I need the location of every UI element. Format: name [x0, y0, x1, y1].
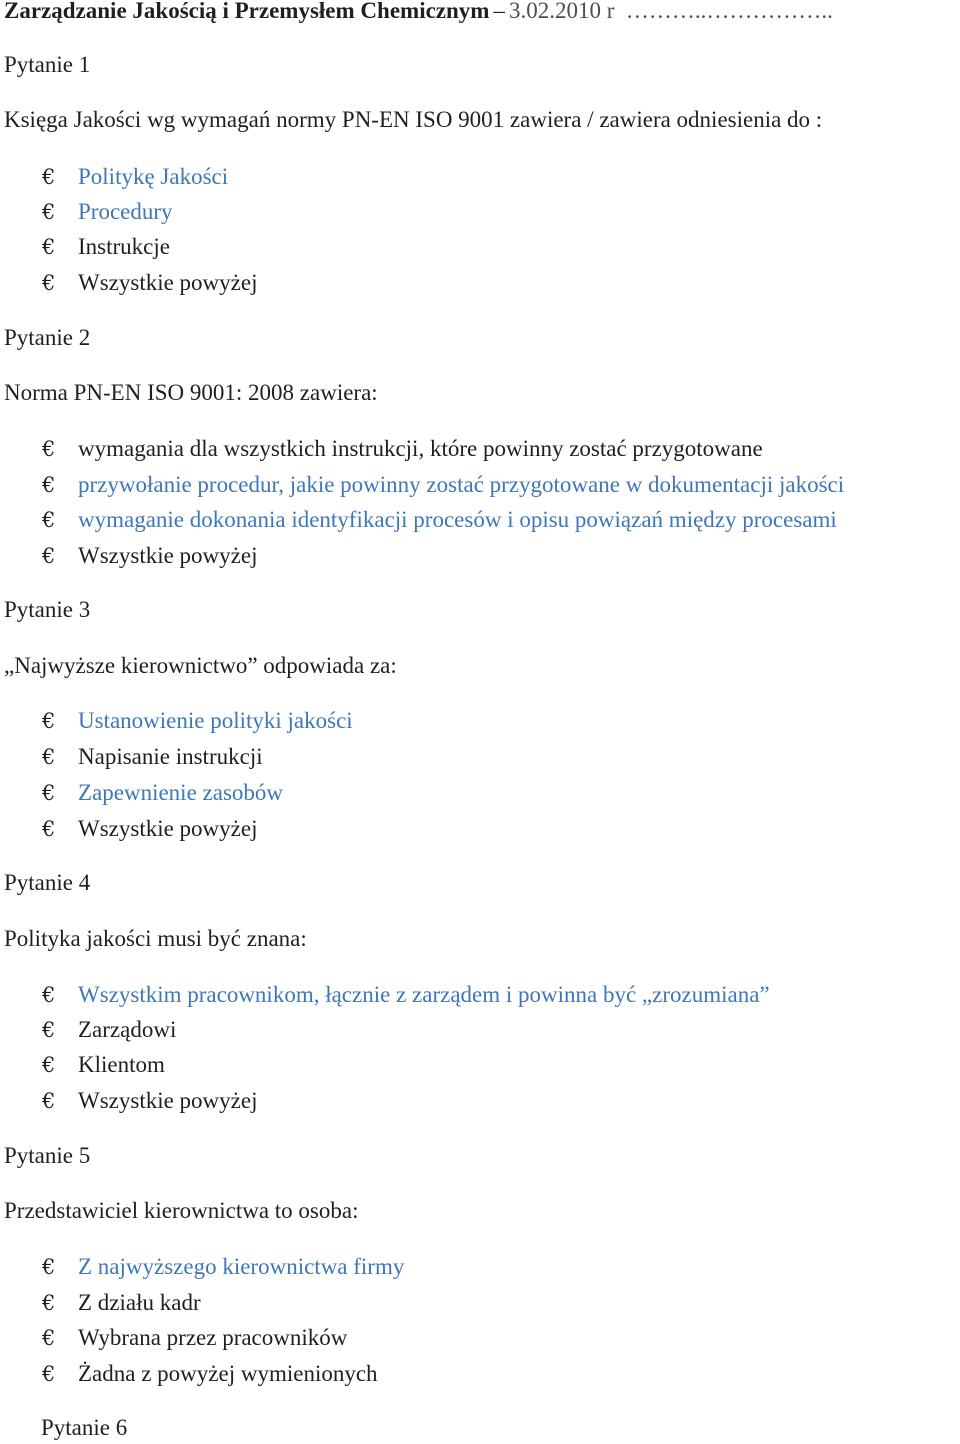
question-2-text: Norma PN-EN ISO 9001: 2008 zawiera: — [4, 380, 378, 405]
question-2-option-1[interactable] — [42, 434, 763, 464]
option-text: Procedury — [78, 199, 173, 224]
option-text: Wszystkie powyżej — [78, 543, 258, 568]
question-3-option-1[interactable] — [42, 706, 353, 736]
question-2-option-2[interactable] — [42, 470, 844, 500]
header-dash: – — [493, 0, 505, 23]
question-5-option-3[interactable] — [42, 1323, 347, 1353]
option-text: Wybrana przez pracowników — [78, 1325, 348, 1350]
question-6-label: Pytanie 6 — [41, 1415, 128, 1440]
question-1-option-3[interactable] — [42, 232, 170, 262]
euro-bullet-icon: € — [42, 781, 56, 805]
option-text: Żadna z powyżej wymienionych — [78, 1361, 378, 1386]
question-3-option-2[interactable] — [42, 742, 263, 772]
question-3-label: Pytanie 3 — [4, 597, 91, 622]
euro-bullet-icon: € — [42, 200, 56, 224]
question-1-option-1[interactable] — [42, 162, 228, 192]
question-4-option-1[interactable] — [42, 980, 770, 1010]
euro-bullet-icon: € — [42, 1362, 56, 1386]
option-text: Klientom — [78, 1052, 165, 1077]
euro-bullet-icon: € — [42, 271, 56, 295]
option-text: Instrukcje — [78, 234, 170, 259]
option-text: Politykę Jakości — [78, 164, 229, 189]
option-text: Ustanowienie polityki jakości — [78, 708, 353, 733]
question-3-option-3[interactable] — [42, 778, 283, 808]
option-text: Zarządowi — [78, 1017, 177, 1042]
euro-bullet-icon: € — [42, 1089, 56, 1113]
option-text: Zapewnienie zasobów — [78, 780, 284, 805]
document-date: 3.02.2010 r — [508, 0, 615, 23]
question-3-text: „Najwyższe kierownictwo” odpowiada za: — [4, 653, 397, 678]
question-5-option-4[interactable] — [42, 1359, 378, 1389]
option-text: Z najwyższego kierownictwa firmy — [78, 1254, 405, 1279]
question-1-text: Księga Jakości wg wymagań normy PN-EN ISO 9001 zawiera / zawiera odniesienia do : — [4, 107, 823, 132]
question-2-option-4[interactable] — [42, 541, 257, 571]
question-4-text: Polityka jakości musi być znana: — [4, 926, 307, 951]
option-text: wymagania dla wszystkich instrukcji, które powinny zostać przygotowane — [78, 436, 763, 461]
euro-bullet-icon: € — [42, 1018, 56, 1042]
euro-bullet-icon: € — [42, 473, 56, 497]
question-4-option-2[interactable] — [42, 1015, 176, 1045]
question-1-option-4[interactable] — [42, 268, 257, 298]
option-text: przywołanie procedur, jakie powinny zostać przygotowane w dokumentacji jakości — [78, 472, 845, 497]
euro-bullet-icon: € — [42, 1053, 56, 1077]
euro-bullet-icon: € — [42, 165, 56, 189]
euro-bullet-icon: € — [42, 437, 56, 461]
option-text: Wszystkie powyżej — [78, 1088, 258, 1113]
question-4-option-3[interactable] — [42, 1050, 165, 1080]
euro-bullet-icon: € — [42, 983, 56, 1007]
document-header — [4, 0, 833, 26]
euro-bullet-icon: € — [42, 1291, 56, 1315]
option-text: Wszystkim pracownikom, łącznie z zarządem i powinna być „zrozumiana” — [78, 982, 770, 1007]
euro-bullet-icon: € — [42, 745, 56, 769]
question-5-option-1[interactable] — [42, 1252, 404, 1282]
question-3-option-4[interactable] — [42, 814, 257, 844]
question-1-label: Pytanie 1 — [4, 52, 91, 77]
question-2-label: Pytanie 2 — [4, 325, 91, 350]
document-title: Zarządzanie Jakością i Przemysłem Chemicznym — [4, 0, 490, 23]
euro-bullet-icon: € — [42, 1255, 56, 1279]
option-text: Z działu kadr — [78, 1290, 201, 1315]
question-5-label: Pytanie 5 — [4, 1143, 91, 1168]
question-5-text: Przedstawiciel kierownictwa to osoba: — [4, 1198, 359, 1223]
euro-bullet-icon: € — [42, 544, 56, 568]
euro-bullet-icon: € — [42, 508, 56, 532]
question-4-option-4[interactable] — [42, 1086, 257, 1116]
euro-bullet-icon: € — [42, 1326, 56, 1350]
euro-bullet-icon: € — [42, 817, 56, 841]
option-text: Wszystkie powyżej — [78, 270, 258, 295]
option-text: Wszystkie powyżej — [78, 816, 258, 841]
option-text: wymaganie dokonania identyfikacji procesów i opisu powiązań między procesami — [78, 507, 837, 532]
option-text: Napisanie instrukcji — [78, 744, 263, 769]
question-1-option-2[interactable] — [42, 197, 173, 227]
question-4-label: Pytanie 4 — [4, 870, 91, 895]
euro-bullet-icon: € — [42, 709, 56, 733]
question-2-option-3[interactable] — [42, 505, 837, 535]
question-5-option-2[interactable] — [42, 1288, 201, 1318]
header-dots: ………..…………….. — [625, 0, 833, 23]
euro-bullet-icon: € — [42, 235, 56, 259]
